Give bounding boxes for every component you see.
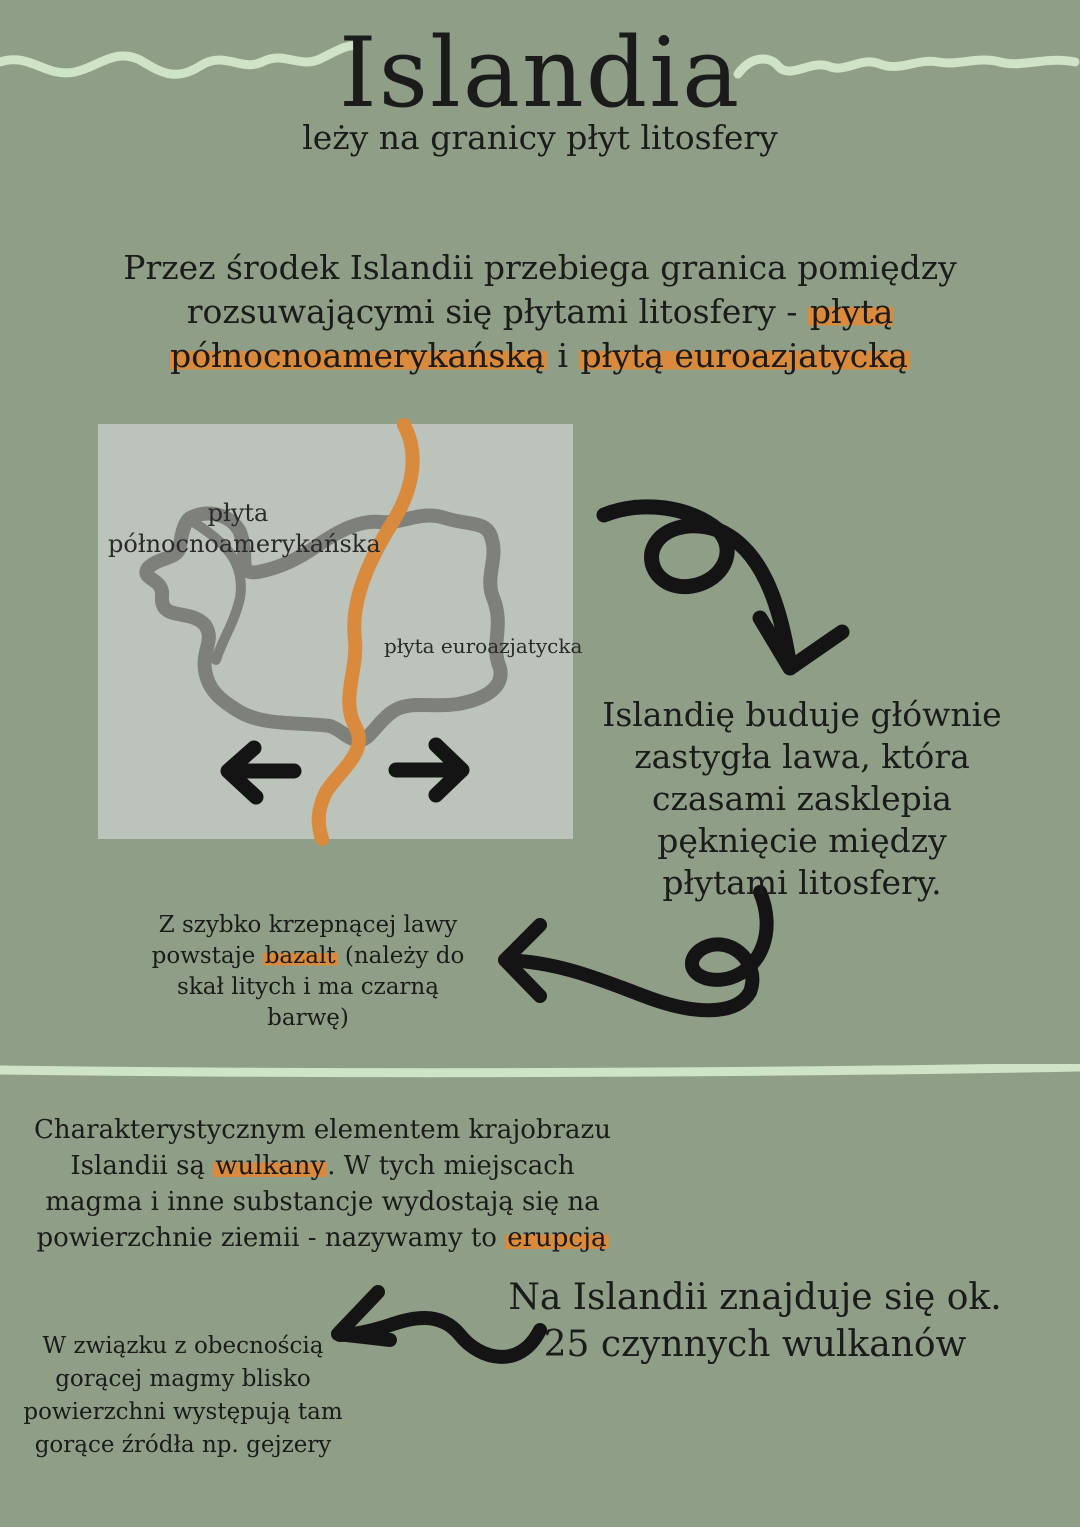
basalt-text-after: (należy do skał litych i ma czarną barwę) bbox=[177, 943, 465, 1031]
section-divider bbox=[0, 1064, 1080, 1080]
intro-connector: i bbox=[546, 336, 579, 375]
volcano-text-before: Charakterystycznym elementem krajobrazu Islandii są bbox=[34, 1115, 611, 1181]
volcano-text-middle: . W tych miejscach magma i inne substancje wydostają się na powierzchnie ziemii - nazywamy to bbox=[36, 1151, 600, 1253]
lava-paragraph: Islandię buduje głównie zastygła lawa, która czasami zasklepia pęknięcie między płytami litosfery. bbox=[602, 695, 1002, 902]
highlight-basalt: bazalt bbox=[264, 943, 336, 969]
volcano-count-text: Na Islandii znajduje się ok. 25 czynnych wulkanów bbox=[508, 1277, 1002, 1365]
intro-text: Przez środek Islandii przebiega granica pomiędzy rozsuwającymi się płytami litosfery - bbox=[123, 248, 957, 331]
highlight-volcanoes: wulkany bbox=[215, 1151, 326, 1181]
page-subtitle: leży na granicy płyt litosfery bbox=[302, 118, 778, 157]
basalt-text-before: Z szybko krzepnącej lawy powstaje bbox=[151, 912, 458, 969]
highlight-eurasian-plate: płytą euroazjatycką bbox=[580, 336, 908, 375]
page-title: Islandia bbox=[338, 17, 742, 129]
label-eurasian-plate: płyta euroazjatycka bbox=[384, 634, 583, 658]
label-north-american-line1: płyta bbox=[207, 499, 269, 527]
hot-springs-paragraph: W związku z obecnością gorącej magmy blisko powierzchni występują tam gorące źródła np. gejzery bbox=[23, 1333, 343, 1458]
curly-down-arrow-icon bbox=[604, 507, 842, 668]
volcano-paragraph bbox=[20, 1112, 625, 1256]
basalt-paragraph bbox=[148, 910, 468, 1034]
highlight-north-american-plate: płytą północnoamerykańską bbox=[170, 292, 894, 375]
highlight-eruption: erupcją bbox=[507, 1223, 607, 1253]
curly-left-arrow-icon bbox=[505, 892, 767, 1010]
label-north-american-line2: północnoamerykańska bbox=[108, 530, 381, 558]
